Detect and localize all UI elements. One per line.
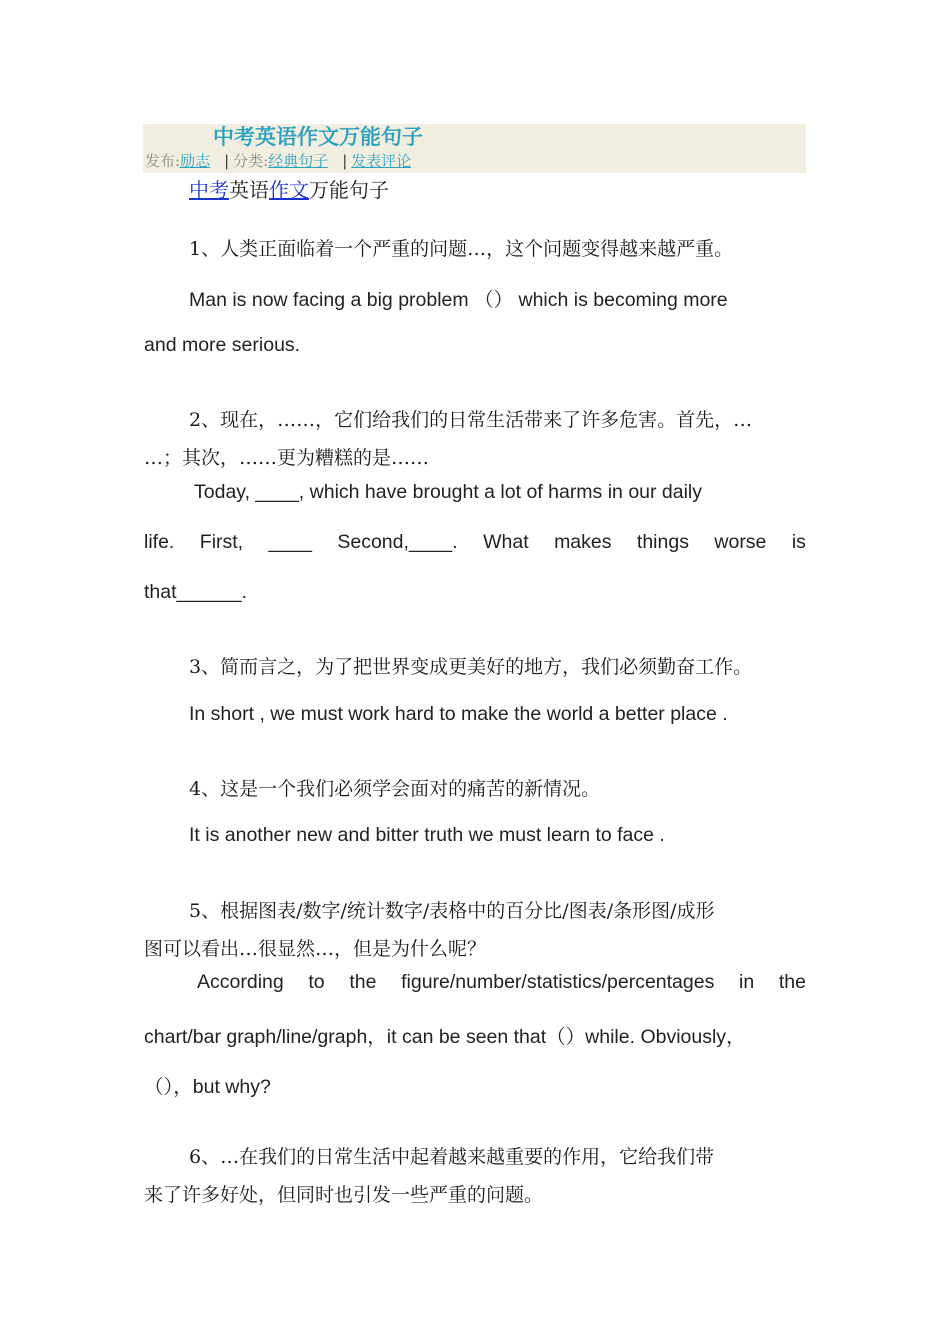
item-5-chinese-line: 图可以看出…很显然…，但是为什么呢？ — [144, 938, 487, 960]
item-5-chinese-line: 5、根据图表/数字/统计数字/表格中的百分比/图表/条形图/成形 — [189, 900, 715, 922]
word: things — [636, 531, 689, 553]
word: is — [791, 531, 806, 553]
word: worse — [714, 531, 767, 553]
item-2-english-justified-line — [144, 531, 806, 554]
meta-separator: | — [224, 152, 230, 170]
word: the — [349, 971, 377, 993]
title-link-zhongkao[interactable]: 中考 — [189, 178, 229, 202]
item-2-chinese-line: 2、现在，……，它们给我们的日常生活带来了许多危害。首先，… — [189, 409, 753, 431]
word: to — [308, 971, 325, 993]
category-label: 分类: — [233, 152, 269, 170]
item-3-chinese: 3、简而言之，为了把世界变成更美好的地方，我们必须勤奋工作。 — [189, 656, 753, 678]
article-title: 中考英语作文万能句子 — [213, 124, 423, 149]
word: First, — [199, 531, 244, 553]
item-5-english-line: chart/bar graph/line/graph，it can be seen that（）while. Obviously， — [144, 1026, 746, 1048]
comment-link[interactable]: 发表评论 — [351, 152, 412, 170]
title-text: 万能句子 — [309, 178, 389, 202]
item-5-english-line: （），but why? — [144, 1076, 271, 1098]
title-link-zuowen[interactable]: 作文 — [269, 178, 309, 202]
item-6-chinese-line: 来了许多好处，但同时也引发一些严重的问题。 — [144, 1184, 544, 1206]
word: the — [778, 971, 806, 993]
item-2-chinese-line: …；其次，……更为糟糕的是…… — [144, 447, 430, 469]
article-meta — [145, 150, 411, 171]
item-1-english-line: Man is now facing a big problem （） which is becoming more — [189, 289, 728, 311]
meta-separator: | — [342, 152, 348, 170]
title-text: 英语 — [229, 178, 269, 202]
document-title — [189, 174, 389, 203]
item-6-chinese-line: 6、…在我们的日常生活中起着越来越重要的作用，它给我们带 — [189, 1146, 715, 1168]
publish-link[interactable]: 励志 — [180, 152, 211, 170]
publish-label: 发布: — [145, 152, 181, 170]
item-2-english-line: that______. — [144, 581, 248, 603]
item-4-chinese: 4、这是一个我们必须学会面对的痛苦的新情况。 — [189, 778, 601, 800]
word: figure/number/statistics/percentages — [401, 971, 715, 993]
item-1-chinese: 1、人类正面临着一个严重的问题…，这个问题变得越来越严重。 — [189, 238, 734, 260]
word: What — [483, 531, 529, 553]
word: According — [197, 971, 284, 993]
word: Second,____. — [337, 531, 458, 553]
word: life. — [144, 531, 175, 553]
word: makes — [554, 531, 612, 553]
item-5-english-justified-line — [197, 971, 806, 994]
item-1-english-line: and more serious. — [144, 334, 301, 356]
word: in — [739, 971, 755, 993]
item-2-english-line: Today, ____, which have brought a lot of harms in our daily — [194, 481, 703, 503]
item-3-english: In short , we must work hard to make the world a better place . — [189, 703, 728, 725]
word: ____ — [268, 531, 312, 553]
item-4-english: It is another new and bitter truth we must learn to face . — [189, 824, 665, 846]
category-link[interactable]: 经典句子 — [268, 152, 329, 170]
